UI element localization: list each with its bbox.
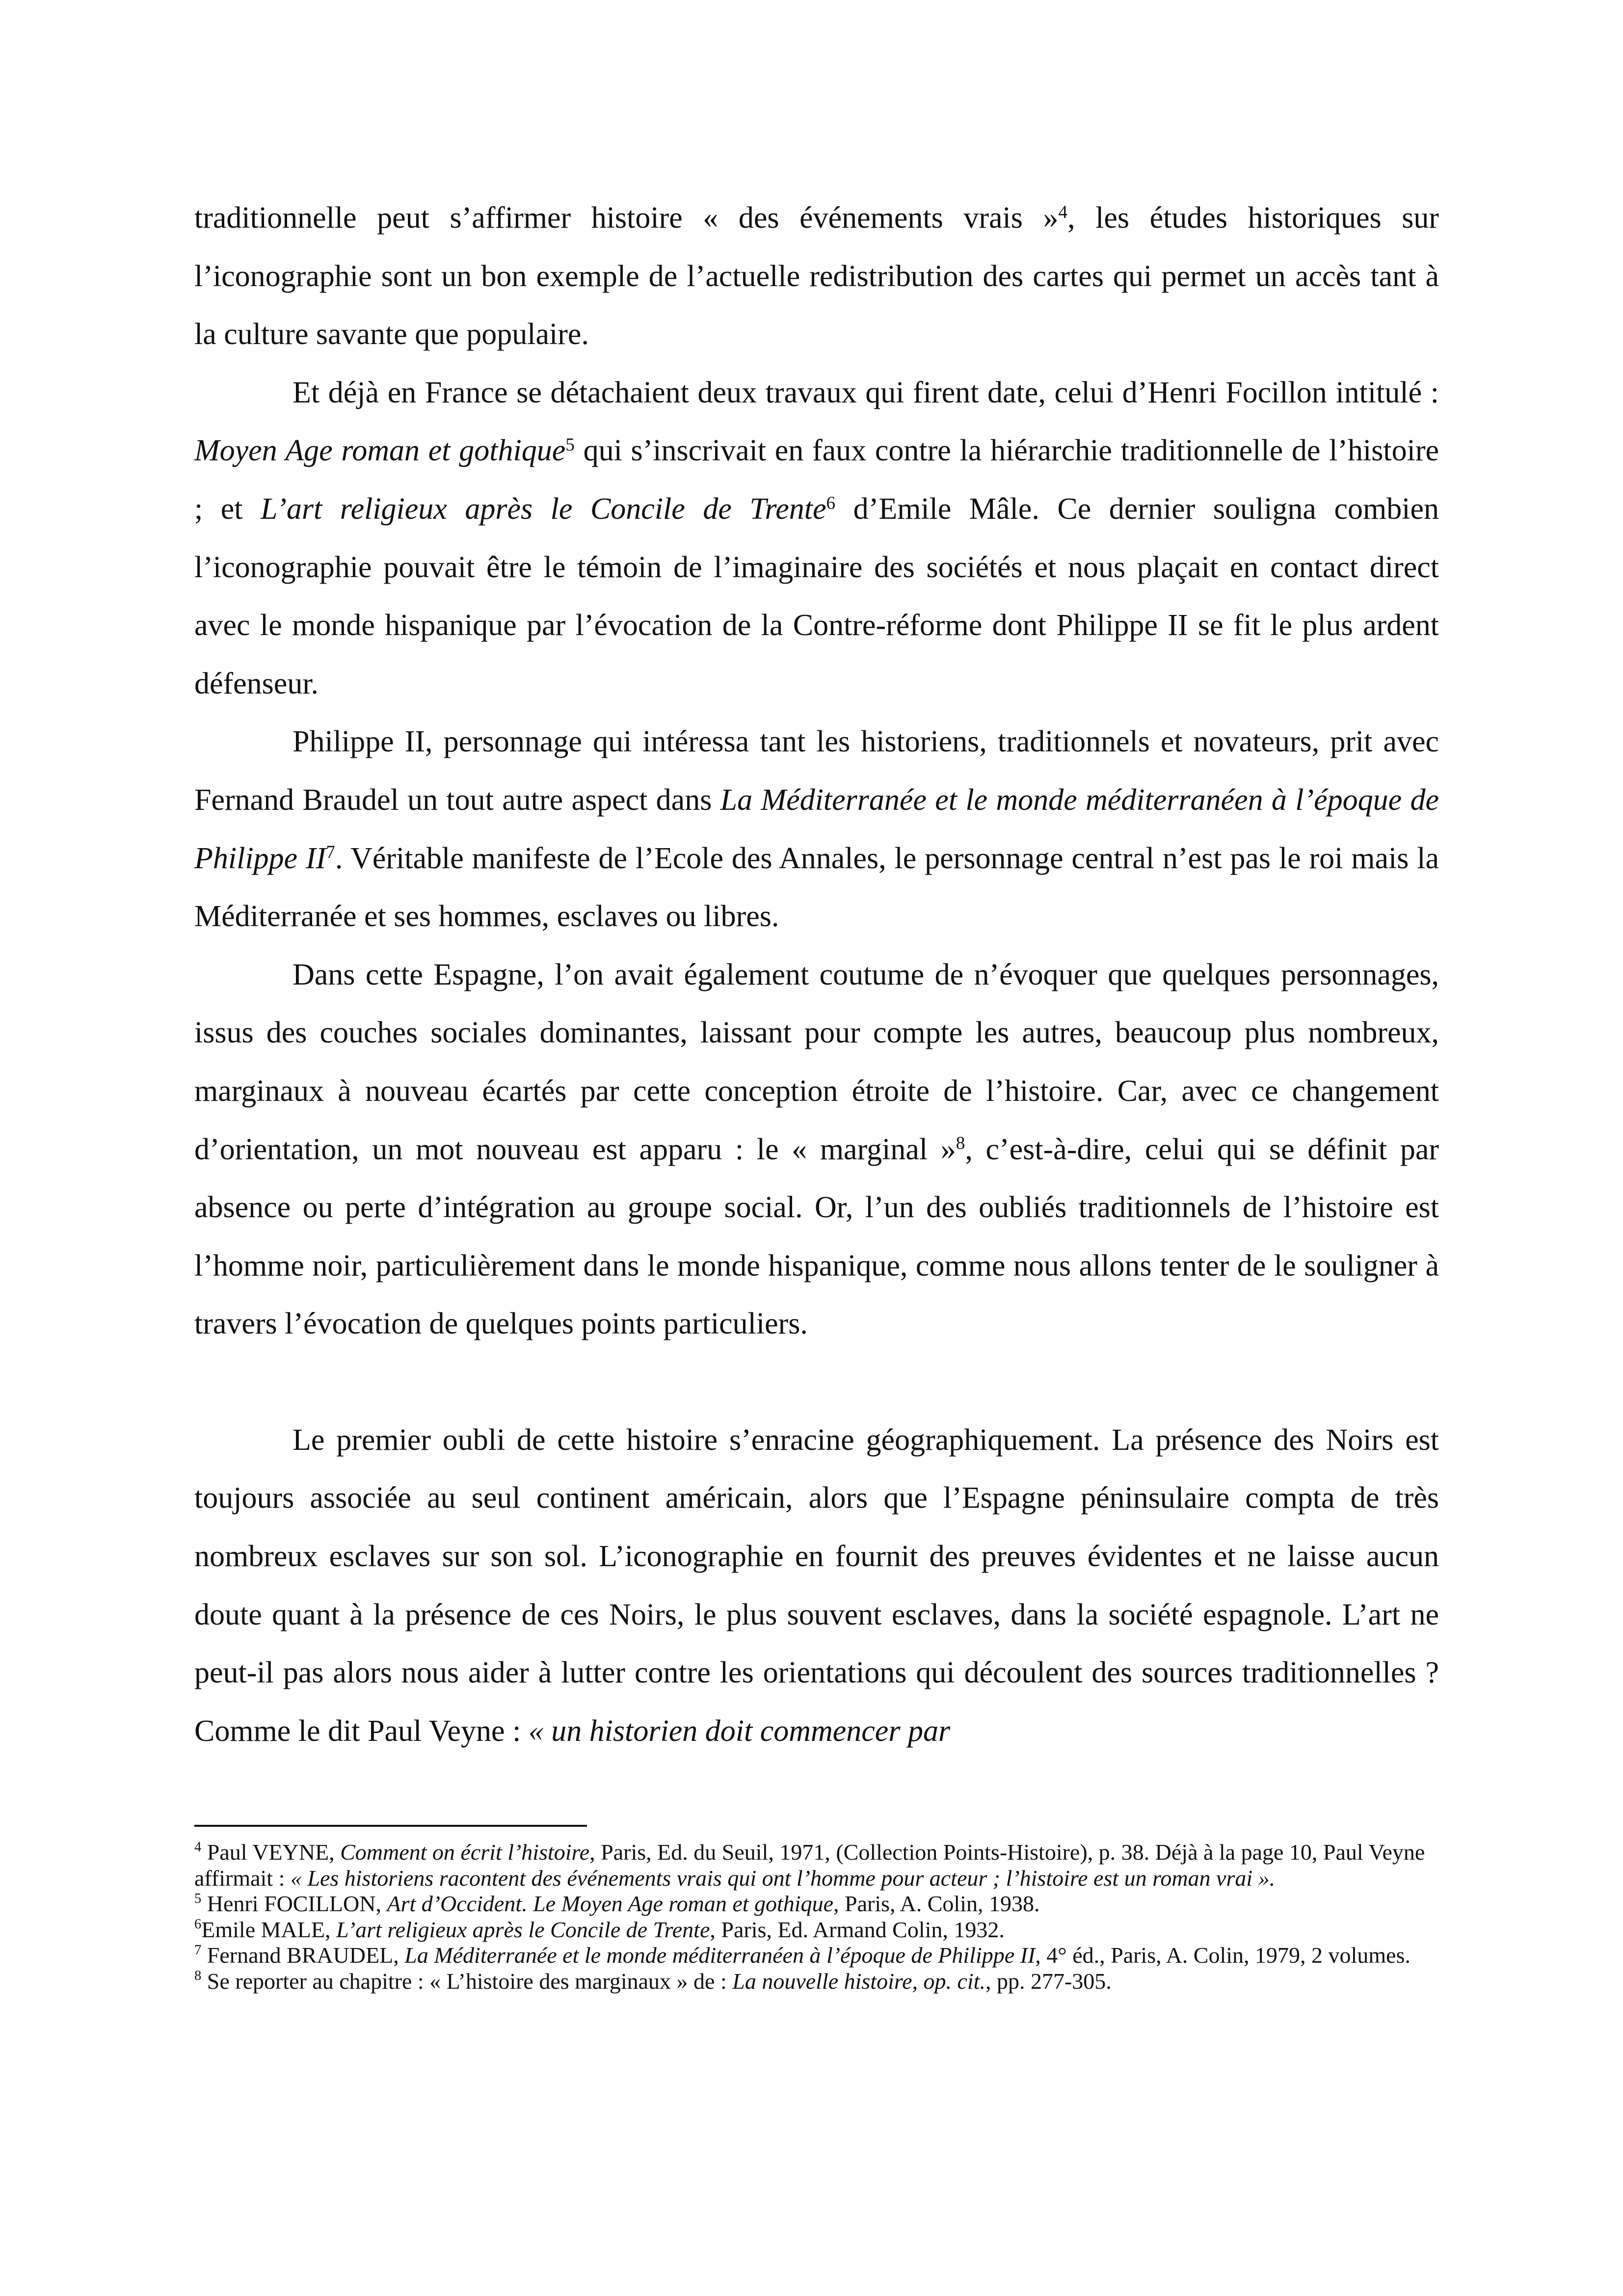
paragraph: [194, 713, 1439, 945]
footnote: [194, 1840, 1439, 1891]
text-run: Fernand BRAUDEL,: [201, 1943, 405, 1968]
text-run: Emile MALE,: [201, 1917, 336, 1942]
text-run: Dans cette Espagne, l’on avait également coutume de n’évoquer que quelques personnages, issus des couches sociales dominantes, laissant pour compte les autres, beaucoup plus nombreux, marginaux à nouveau écartés par cette conception étroite de l’histoire. Car, avec ce changement d’orientation, un mot nouveau est apparu : le « marginal »: [194, 958, 1439, 1166]
footnote: [194, 1943, 1439, 1969]
italic-text: « un historien doit commencer par: [528, 1714, 951, 1748]
paragraph: [194, 1411, 1439, 1761]
italic-text: Art d’Occident. Le Moyen Age roman et gothique: [387, 1891, 834, 1916]
text-run: , les études historiques sur l’iconographie sont un bon exemple de l’actuelle redistribution des cartes qui permet un accès tant à la culture savante que populaire.: [194, 201, 1439, 351]
footnote-ref: 8: [194, 1968, 202, 1984]
text-run: , c’est-à-dire, celui qui se définit par absence ou perte d’intégration au groupe social. Or, l’un des oubliés traditionnels de l’histoire est l’homme noir, particulièrement dans le monde hispanique, comme nous allons tenter de le souligner à travers l’évocation de quelques points particuliers.: [194, 1132, 1439, 1341]
text-run: , Paris, Ed. Armand Colin, 1932.: [710, 1917, 1005, 1942]
text-run: , Paris, A. Colin, 1938.: [833, 1891, 1040, 1916]
italic-text: Moyen Age roman et gothique: [194, 434, 566, 468]
footnote: [194, 1969, 1439, 1995]
italic-text: L’art religieux après le Concile de Trente: [336, 1917, 710, 1942]
footnote-separator: [194, 1825, 587, 1827]
italic-text: « Les historiens racontent des événements vrais qui ont l’homme pour acteur ; l’histoire est un roman vrai ».: [290, 1865, 1276, 1891]
footnotes: [194, 1840, 1439, 1994]
italic-text: Comment on écrit l’histoire: [340, 1840, 590, 1865]
italic-text: L’art religieux après le Concile de Trente: [261, 492, 826, 526]
footnote-ref: 5: [565, 434, 575, 455]
footnote: [194, 1891, 1439, 1917]
footnote-ref: 6: [826, 493, 836, 513]
text-run: Philippe II, personnage qui intéressa tant les historiens, traditionnels et novateurs, prit avec Fernand Braudel un tout autre aspect dans: [194, 725, 1439, 817]
paragraph: [194, 364, 1439, 713]
text-run: Et déjà en France se détachaient deux travaux qui firent date, celui d’Henri Focillon intitulé :: [293, 375, 1439, 409]
text-run: Paul VEYNE,: [201, 1840, 341, 1865]
footnote-ref: 8: [956, 1133, 965, 1154]
body-text: [194, 189, 1439, 1760]
text-run: traditionnelle peut s’affirmer histoire « des événements vrais »: [194, 201, 1059, 235]
footnote-ref: 6: [194, 1917, 202, 1932]
text-run: . Véritable manifeste de l’Ecole des Annales, le personnage central n’est pas le roi mais la Méditerranée et ses hommes, esclaves ou libres.: [194, 841, 1439, 934]
italic-text: La Méditerranée et le monde méditerranéen à l’époque de Philippe II: [194, 783, 1439, 875]
text-run: , pp. 277-305.: [985, 1968, 1112, 1994]
paragraph: [194, 189, 1439, 364]
text-run: Henri FOCILLON,: [201, 1891, 387, 1916]
footnote: [194, 1917, 1439, 1943]
paragraph: [194, 946, 1439, 1353]
italic-text: La Méditerranée et le monde méditerranéen à l’époque de Philippe II: [404, 1943, 1036, 1968]
footnote-ref: 7: [326, 842, 335, 863]
text-run: Se reporter au chapitre : « L’histoire des marginaux » de :: [201, 1968, 733, 1994]
italic-text: La nouvelle histoire, op. cit.: [732, 1968, 985, 1994]
text-run: , 4° éd., Paris, A. Colin, 1979, 2 volumes.: [1035, 1943, 1410, 1968]
footnote-ref: 4: [194, 1839, 202, 1855]
footnote-ref: 7: [194, 1942, 202, 1958]
text-run: , Paris, Ed. du Seuil, 1971, (Collection Points-Histoire), p. 38. Déjà à la page 10, Paul Veyne affirmait :: [194, 1840, 1425, 1891]
text-run: qui s’inscrivait en faux contre la hiérarchie traditionnelle de l’histoire ; et: [194, 434, 1439, 526]
text-run: Le premier oubli de cette histoire s’enracine géographiquement. La présence des Noirs est toujours associée au seul continent américain, alors que l’Espagne péninsulaire compta de très nombreux esclaves sur son sol. L’iconographie en fournit des preuves évidentes et ne laisse aucun doute quant à la présence de ces Noirs, le plus souvent esclaves, dans la société espagnole. L’art ne peut-il pas alors nous aider à lutter contre les orientations qui découlent des sources traditionnelles ? Comme le dit Paul Veyne :: [194, 1423, 1439, 1748]
text-run: d’Emile Mâle. Ce dernier souligna combien l’iconographie pouvait être le témoin de l’imaginaire des sociétés et nous plaçait en contact direct avec le monde hispanique par l’évocation de la Contre-réforme dont Philippe II se fit le plus ardent défenseur.: [194, 492, 1439, 700]
footnote-ref: 5: [194, 1891, 202, 1906]
footnote-ref: 4: [1058, 202, 1068, 222]
